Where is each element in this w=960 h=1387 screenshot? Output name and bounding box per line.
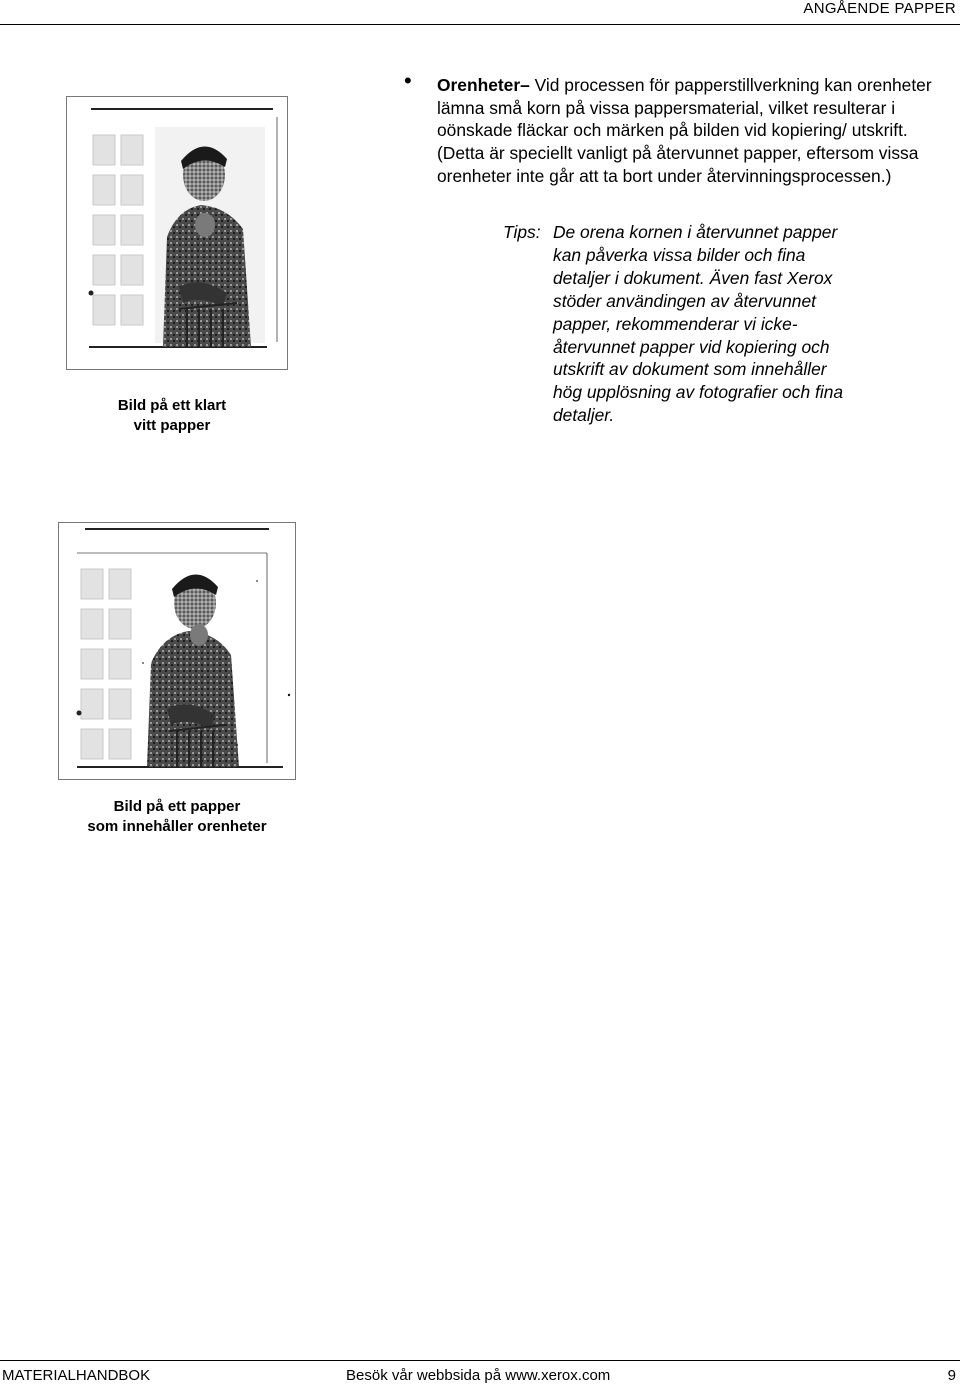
header-rule [0,24,960,25]
photo-impure-paper [58,522,296,780]
tips-label: Tips: [503,222,541,242]
footer-website-text: Besök vår webbsida på www.xerox.com [346,1367,611,1384]
man-portrait-photo-impure [59,523,295,779]
footer-page-number: 9 [947,1367,956,1384]
bullet-body-text: Vid processen för papperstillverkning kan orenheter lämna små korn på vissa pappersmaterial, vilket resulterar i oönskade fläckar och märken på bilden vid kopiering/ utskrift. (Detta är speciellt vanligt på återvunnet papper, eftersom vissa orenheter inte går att ta bort under återvinningsprocessen.) [437,75,932,186]
caption-line: Bild på ett klart [117,397,227,414]
figure-caption-impure [56,797,298,836]
bullet-marker: • [404,68,412,93]
tips-text: De orena kornen i återvunnet papper kan påverka vissa bilder och fina detaljer i dokument. Även fast Xerox stöder användingen av återvunnet papper, rekommenderar vi icke-återvunnet papper vid kopiering och utskrift av dokument som innehåller hög upplösning av fotografier och fina detaljer. [553,222,844,426]
bullet-paragraph [437,74,953,188]
footer-manual-title: MATERIALHANDBOK [2,1367,151,1384]
caption-line: Bild på ett papper [113,798,241,815]
figure-caption-clean [66,396,278,435]
bullet-lead-term: Orenheter– [437,75,530,95]
caption-line: vitt papper [133,416,211,434]
footer-rule [0,1360,960,1361]
photo-clean-paper [66,96,288,370]
running-header: ANGÅENDE PAPPER [803,0,956,17]
caption-line: som innehåller orenheter [87,817,267,835]
man-portrait-photo-clean [67,97,287,369]
